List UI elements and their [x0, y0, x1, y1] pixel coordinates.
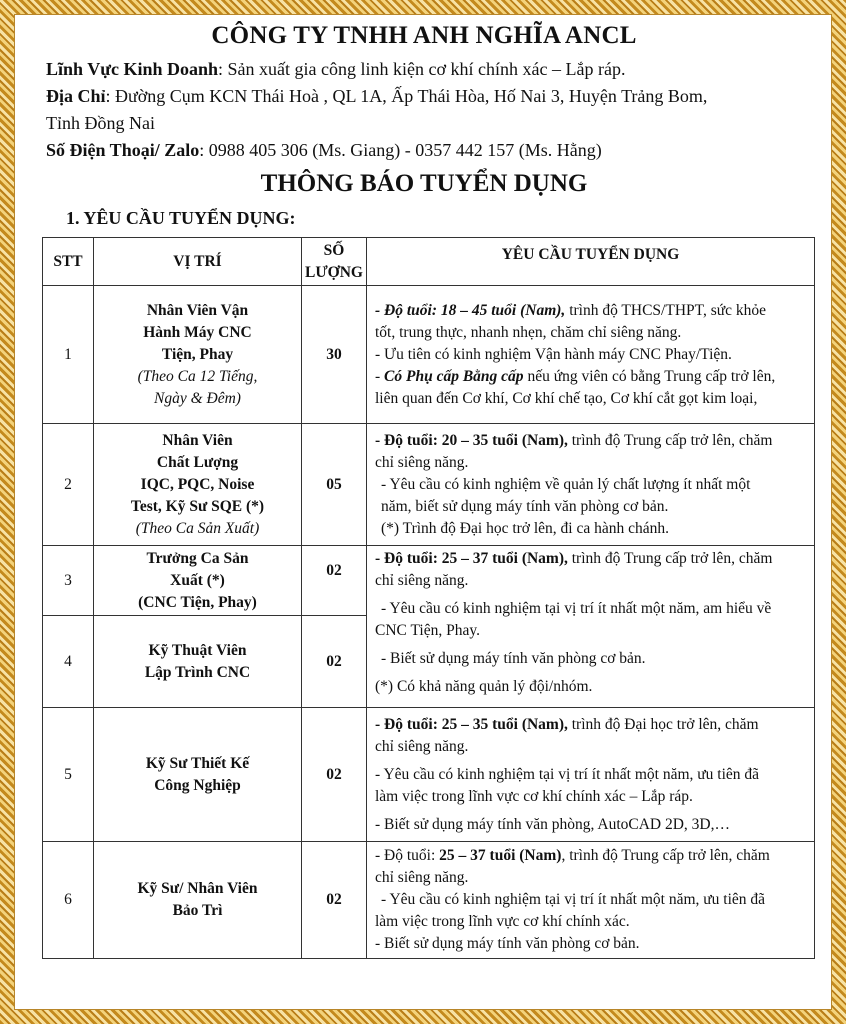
- req-text: chỉ siêng năng.: [375, 453, 469, 471]
- header-position: VỊ TRÍ: [94, 238, 302, 286]
- table-row: [43, 708, 815, 842]
- req-text: - Biết sử dụng máy tính văn phòng, AutoCAD 2D, 3D,…: [375, 815, 730, 833]
- header-qty-line-1: SỐ: [323, 241, 345, 259]
- position-line: (CNC Tiện, Phay): [138, 593, 257, 611]
- row-requirements: [367, 708, 815, 842]
- position-line: Tiện, Phay: [161, 345, 234, 363]
- position-line: Kỹ Sư/ Nhân Viên: [137, 880, 258, 897]
- position-line: Nhân Viên Vận: [146, 301, 249, 319]
- row-quantity: 02: [302, 842, 367, 959]
- position-note: Ngày & Đêm): [154, 389, 241, 407]
- position-line: Hành Máy CNC: [143, 323, 252, 341]
- req-text: (*) Trình độ Đại học trở lên, đi ca hành chánh.: [381, 519, 669, 537]
- position-note: (Theo Ca Sản Xuất): [135, 519, 260, 537]
- table-header-row: [43, 238, 815, 286]
- req-text: - Yêu cầu có kinh nghiệm tại vị trí ít nhất một năm, am hiểu về: [381, 600, 772, 617]
- position-line: Kỹ Thuật Viên: [148, 641, 247, 659]
- req-text: làm việc trong lĩnh vực cơ khí chính xác.: [375, 913, 630, 930]
- row-requirements: [367, 424, 815, 546]
- phone-value: : 0988 405 306 (Ms. Giang) - 0357 442 157 (Ms. Hằng): [199, 140, 602, 160]
- row-requirements: [367, 286, 815, 424]
- position-line: Kỹ Sư Thiết Kế: [145, 754, 250, 772]
- row-requirements: [367, 546, 815, 708]
- req-text: - Độ tuổi:: [375, 847, 440, 864]
- header-qty-line-2: LƯỢNG: [305, 263, 363, 281]
- document-body: [34, 20, 814, 959]
- position-line: Lập Trình CNC: [144, 663, 251, 681]
- row-position: [94, 286, 302, 424]
- position-line: Xuất (*): [170, 571, 225, 589]
- row-stt: 5: [43, 708, 94, 842]
- header-requirements: YÊU CẦU TUYỂN DỤNG: [367, 238, 815, 286]
- business-value: : Sản xuất gia công linh kiện cơ khí chính xác – Lắp ráp.: [218, 59, 626, 79]
- req-text: , trình độ Trung cấp trở lên, chăm: [561, 847, 770, 864]
- req-text: - Biết sử dụng máy tính văn phòng cơ bản.: [381, 650, 646, 667]
- req-text: trình độ THCS/THPT, sức khỏe: [565, 301, 767, 319]
- table-row: [43, 546, 815, 616]
- business-line: [46, 56, 814, 83]
- row-requirements: [367, 842, 815, 959]
- company-name: CÔNG TY TNHH ANH NGHĨA ANCL: [211, 22, 637, 49]
- address-line-2: Tỉnh Đồng Nai: [46, 113, 155, 133]
- position-note: (Theo Ca 12 Tiếng,: [137, 367, 258, 385]
- req-text: - Yêu cầu có kinh nghiệm tại vị trí ít nhất một năm, ưu tiên đã: [375, 765, 760, 783]
- row-quantity: 02: [302, 708, 367, 842]
- req-text: tốt, trung thực, nhanh nhẹn, chăm chỉ siêng năng.: [375, 323, 682, 341]
- row-stt: 6: [43, 842, 94, 959]
- header-stt: STT: [43, 238, 94, 286]
- row-stt: 1: [43, 286, 94, 424]
- age-requirement: - Độ tuổi: 25 – 35 tuổi (Nam),: [375, 715, 568, 733]
- age-requirement: - Độ tuổi: 18 – 45 tuổi (Nam),: [375, 301, 566, 319]
- row-quantity: 02: [302, 546, 367, 616]
- table-row: [43, 286, 815, 424]
- row-position: [94, 708, 302, 842]
- address-label: Địa Chỉ: [46, 86, 106, 106]
- position-line: Bảo Trì: [172, 902, 223, 919]
- req-text: - Biết sử dụng máy tính văn phòng cơ bản.: [375, 935, 640, 952]
- row-position: [94, 546, 302, 616]
- phone-line: [46, 137, 814, 164]
- req-text: làm việc trong lĩnh vực cơ khí chính xác – Lắp ráp.: [375, 787, 693, 805]
- req-text: trình độ Đại học trở lên, chăm: [567, 715, 759, 733]
- req-text: trình độ Trung cấp trở lên, chăm: [567, 550, 773, 567]
- req-text: - Ưu tiên có kinh nghiệm Vận hành máy CNC Phay/Tiện.: [375, 345, 732, 363]
- req-text: -: [375, 367, 385, 385]
- req-text: liên quan đến Cơ khí, Cơ khí chế tạo, Cơ khí cắt gọt kim loại,: [375, 389, 758, 407]
- row-quantity: 02: [302, 616, 367, 708]
- req-text: năm, biết sử dụng máy tính văn phòng cơ bản.: [381, 497, 669, 515]
- recruitment-table: [42, 237, 815, 959]
- position-line: Nhân Viên: [162, 431, 233, 449]
- req-text: CNC Tiện, Phay.: [375, 622, 480, 639]
- phone-label: Số Điện Thoại/ Zalo: [46, 140, 200, 160]
- header-quantity: [302, 238, 367, 286]
- row-stt: 3: [43, 546, 94, 616]
- position-line: Trưởng Ca Sản: [146, 549, 249, 567]
- req-text: nếu ứng viên có bằng Trung cấp trở lên,: [523, 367, 776, 385]
- req-text: chỉ siêng năng.: [375, 572, 469, 589]
- address-value: : Đường Cụm KCN Thái Hoà , QL 1A, Ấp Thái Hòa, Hố Nai 3, Huyện Trảng Bom,: [105, 86, 708, 106]
- req-text: chỉ siêng năng.: [375, 869, 469, 886]
- req-text: chỉ siêng năng.: [375, 737, 469, 755]
- row-position: [94, 424, 302, 546]
- row-stt: 4: [43, 616, 94, 708]
- row-stt: 2: [43, 424, 94, 546]
- position-line: IQC, PQC, Noise: [140, 475, 255, 493]
- req-text: (*) Có khả năng quản lý đội/nhóm.: [375, 678, 593, 695]
- req-text: - Yêu cầu có kinh nghiệm về quản lý chất lượng ít nhất một: [381, 475, 751, 493]
- row-position: [94, 842, 302, 959]
- position-line: Công Nghiệp: [154, 776, 241, 794]
- age-requirement: 25 – 37 tuổi (Nam): [439, 847, 562, 864]
- section-title: 1. YÊU CẦU TUYỂN DỤNG:: [66, 208, 296, 228]
- row-quantity: 30: [302, 286, 367, 424]
- row-position: [94, 616, 302, 708]
- business-label: Lĩnh Vực Kinh Doanh: [46, 59, 219, 79]
- position-line: Chất Lượng: [156, 453, 239, 471]
- age-requirement: - Độ tuổi: 25 – 37 tuổi (Nam),: [375, 550, 568, 567]
- position-line: Test, Kỹ Sư SQE (*): [130, 497, 265, 515]
- allowance-text: Có Phụ cấp Bằng cấp: [384, 367, 524, 385]
- req-text: trình độ Trung cấp trở lên, chăm: [567, 431, 773, 449]
- address-line: [46, 83, 814, 110]
- table-row: [43, 842, 815, 959]
- table-row: [43, 424, 815, 546]
- req-text: - Yêu cầu có kinh nghiệm tại vị trí ít nhất một năm, ưu tiên đã: [381, 891, 766, 908]
- row-quantity: 05: [302, 424, 367, 546]
- notice-title: THÔNG BÁO TUYỂN DỤNG: [260, 170, 588, 197]
- age-requirement: - Độ tuổi: 20 – 35 tuổi (Nam),: [375, 431, 568, 449]
